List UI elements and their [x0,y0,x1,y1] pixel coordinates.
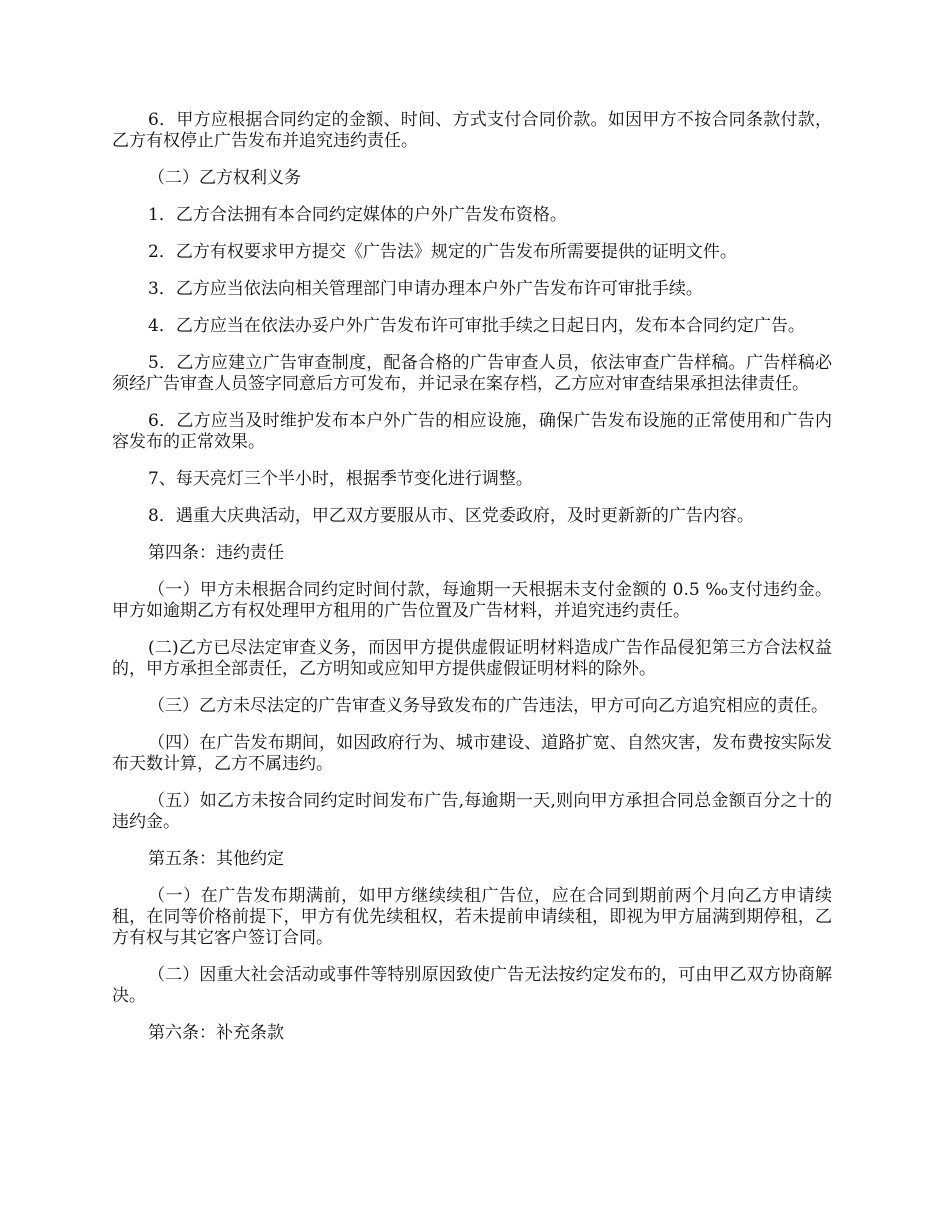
clause-a6-payment: 6．甲方应根据合同约定的金额、时间、方式支付合同价款。如因甲方不按合同条款付款，乙方有权停止广告发布并追究违约责任。 [112,110,832,151]
document-body [112,110,832,1060]
clause-b5: 5．乙方应建立广告审查制度，配备合格的广告审查人员，依法审查广告样稿。广告样稿必须经广告审查人员签字同意后方可发布，并记录在案存档，乙方应对审查结果承担法律责任。 [112,353,832,394]
clause-b7: 7、每天亮灯三个半小时，根据季节变化进行调整。 [148,469,533,489]
clause-b4: 4．乙方应当在依法办妥户外广告发布许可审批手续之日起日内，发布本合同约定广告。 [148,316,805,336]
liability-1: （一）甲方未根据合同约定时间付款，每逾期一天根据未支付金额的 0.5 ‰支付违约金。甲方如逾期乙方有权处理甲方租用的广告位置及广告材料，并追究违约责任。 [112,580,832,621]
article-6-heading: 第六条：补充条款 [148,1023,284,1043]
liability-3: （三）乙方未尽法定的广告审查义务导致发布的广告违法，甲方可向乙方追究相应的责任。 [148,696,828,716]
article-4-heading: 第四条：违约责任 [148,543,284,563]
liability-2: (二)乙方已尽法定审查义务，而因甲方提供虚假证明材料造成广告作品侵犯第三方合法权益的，甲方承担全部责任，乙方明知或应知甲方提供虚假证明材料的除外。 [112,638,832,679]
clause-b8: 8．遇重大庆典活动，甲乙双方要服从市、区党委政府，及时更新新的广告内容。 [148,506,754,526]
clause-b6: 6．乙方应当及时维护发布本户外广告的相应设施，确保广告发布设施的正常使用和广告内容发布的正常效果。 [112,411,832,452]
liability-4: （四）在广告发布期间，如因政府行为、城市建设、道路扩宽、自然灾害，发布费按实际发布天数计算，乙方不属违约。 [112,733,832,774]
clause-b2: 2．乙方有权要求甲方提交《广告法》规定的广告发布所需要提供的证明文件。 [148,242,737,262]
clause-b3: 3．乙方应当依法向相关管理部门申请办理本户外广告发布许可审批手续。 [148,279,703,299]
section-heading-party-b-rights: （二）乙方权利义务 [148,168,301,188]
other-terms-2: （二）因重大社会活动或事件等特别原因致使广告无法按约定发布的，可由甲乙双方协商解决。 [112,965,832,1006]
article-5-heading: 第五条：其他约定 [148,849,284,869]
clause-b1: 1．乙方合法拥有本合同约定媒体的户外广告发布资格。 [148,205,567,225]
other-terms-1: （一）在广告发布期满前，如甲方继续续租广告位，应在合同到期前两个月向乙方申请续租，在同等价格前提下，甲方有优先续租权，若未提前申请续租，即视为甲方届满到期停租，乙方有权与其它客户签订合同。 [112,886,832,948]
liability-5: （五）如乙方未按合同约定时间发布广告,每逾期一天,则向甲方承担合同总金额百分之十的违约金。 [112,791,832,832]
